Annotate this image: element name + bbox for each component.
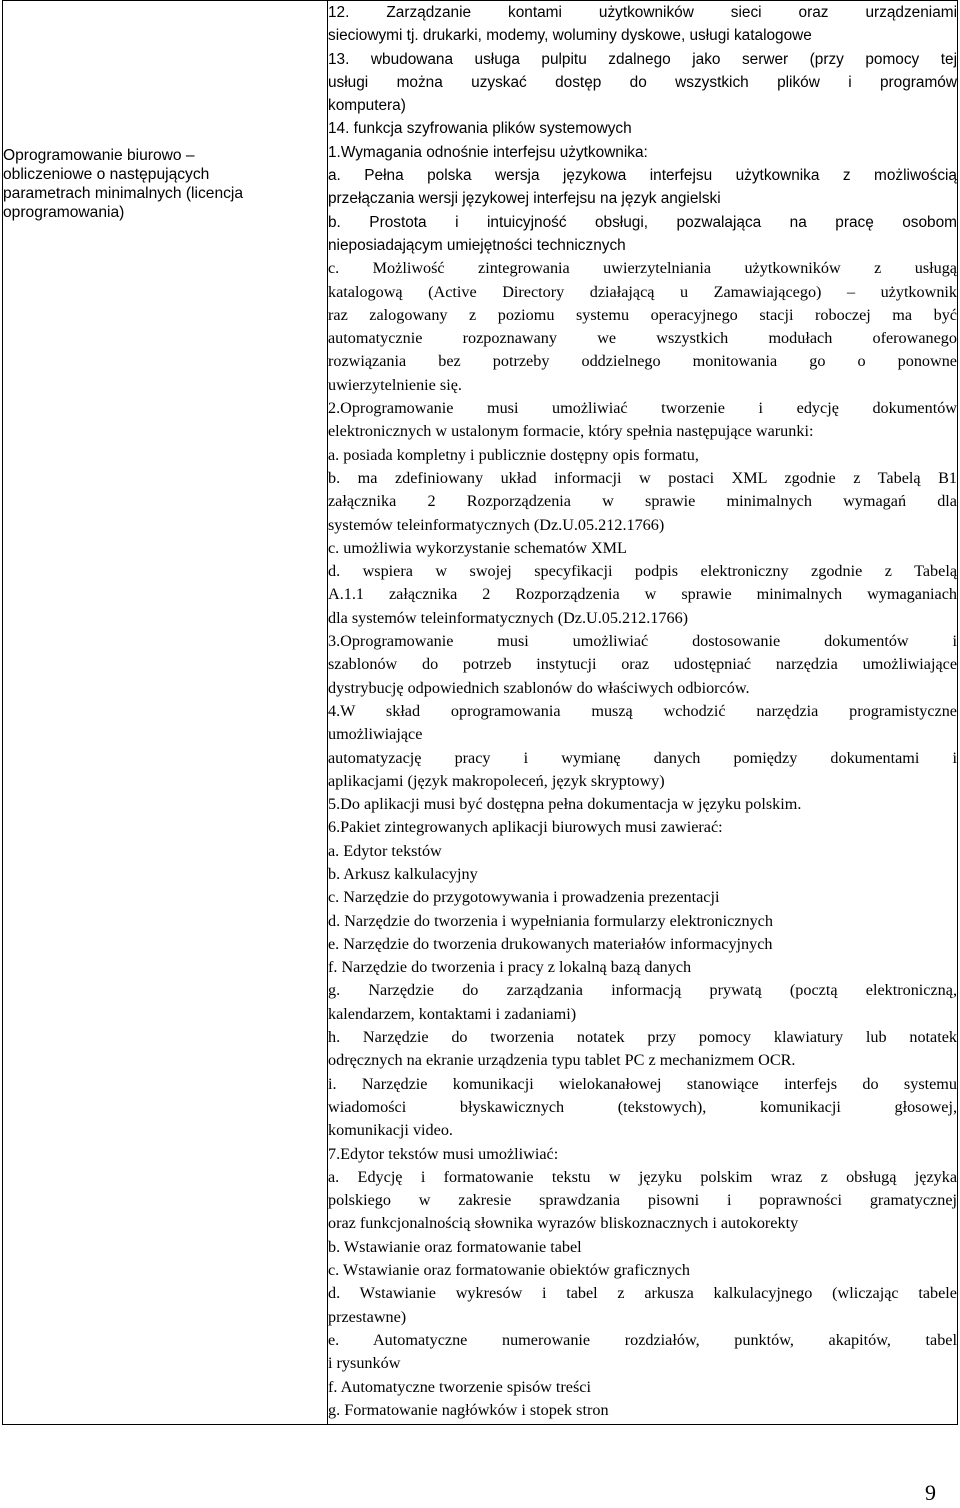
requirement-line: g. Formatowanie nagłówków i stopek stron [328, 1400, 609, 1419]
requirement-line: automatycznie rozpoznawany we wszystkich modułach oferowanego [328, 329, 957, 348]
category-label-line: parametrach minimalnych (licencja [3, 185, 244, 202]
requirement-line: 3.Oprogramowanie musi umożliwiać dostosowanie dokumentów i [328, 632, 957, 651]
category-label [3, 146, 327, 222]
requirement-line: usługi można uzyskać dostęp do wszystkich plików i programów [328, 73, 957, 91]
requirements-cell [328, 1, 958, 1425]
requirement-line: a. Edycję i formatowanie tekstu w języku polskim wraz z obsługą języka [328, 1167, 957, 1186]
requirement-line: b. Prostota i intuicyjność obsługi, pozwalająca na pracę osobom [328, 213, 957, 231]
category-label-line: obliczeniowe o następujących [3, 166, 210, 183]
requirement-line: polskiego w zakresie sprawdzania pisowni i poprawności gramatycznej [328, 1191, 957, 1210]
requirement-line: 2.Oprogramowanie musi umożliwiać tworzenie i edycję dokumentów [328, 399, 957, 418]
requirement-line: d. Wstawianie wykresów i tabel z arkusza kalkulacyjnego (wliczając tabele [328, 1284, 957, 1303]
requirement-line: odręcznych na ekranie urządzenia typu tablet PC z mechanizmem OCR. [328, 1051, 796, 1070]
requirement-line: 1.Wymagania odnośnie interfejsu użytkownika: [328, 143, 648, 161]
requirement-line: komunikacji video. [328, 1121, 453, 1140]
requirement-line: f. Narzędzie do tworzenia i pracy z lokalną bazą danych [328, 958, 692, 977]
requirement-line: a. Pełna polska wersja językowa interfejsu użytkownika z możliwością [328, 167, 957, 185]
requirement-line: b. Arkusz kalkulacyjny [328, 864, 478, 883]
requirement-line: nieposiadającym umiejętności technicznych [328, 236, 626, 254]
category-cell [3, 1, 328, 1425]
requirement-line: elektronicznych w ustalonym formacie, który spełnia następujące warunki: [328, 422, 814, 441]
table-row [3, 1, 958, 1425]
requirement-line: uwierzytelnienie się. [328, 375, 462, 394]
requirement-line: 5.Do aplikacji musi być dostępna pełna dokumentacja w języku polskim. [328, 795, 802, 814]
requirement-line: 14. funkcja szyfrowania plików systemowych [328, 120, 632, 138]
requirement-line: katalogową (Active Directory działającą u Zamawiającego) – użytkownik [328, 282, 957, 301]
requirement-line: dla systemów teleinformatycznych (Dz.U.05.212.1766) [328, 608, 689, 627]
requirement-line: aplikacjami (język makropoleceń, język skryptowy) [328, 771, 665, 790]
requirement-line: b. ma zdefiniowany układ informacji w postaci XML zgodnie z Tabelą B1 [328, 468, 957, 487]
requirement-line: a. posiada kompletny i publicznie dostępny opis formatu, [328, 445, 699, 464]
requirement-line: i rysunków [328, 1354, 401, 1373]
requirement-line: h. Narzędzie do tworzenia notatek przy pomocy klawiatury lub notatek [328, 1028, 957, 1047]
requirement-line: A.1.1 załącznika 2 Rozporządzenia w sprawie minimalnych wymaganiach [328, 585, 957, 604]
requirement-line: i. Narzędzie komunikacji wielokanałowej stanowiące interfejs do systemu [328, 1074, 957, 1093]
requirement-line: umożliwiające [328, 725, 423, 744]
category-label-line: oprogramowania) [3, 204, 125, 221]
requirements-text [328, 1, 957, 1422]
requirement-line: 4.W skład oprogramowania muszą wchodzić narzędzia programistyczne [328, 701, 957, 720]
requirement-line: załącznika 2 Rozporządzenia w sprawie minimalnych wymagań dla [328, 492, 957, 511]
requirement-line: 13. wbudowana usługa pulpitu zdalnego jako serwer (przy pomocy tej [328, 50, 957, 68]
requirement-line: raz zalogowany z poziomu systemu operacyjnego stacji roboczej ma być [328, 305, 957, 324]
requirement-line: e. Automatyczne numerowanie rozdziałów, punktów, akapitów, tabel [328, 1330, 957, 1349]
requirement-line: wiadomości błyskawicznych (tekstowych), komunikacji głosowej, [328, 1097, 957, 1116]
requirement-line: sieciowymi tj. drukarki, modemy, woluminy dyskowe, usługi katalogowe [328, 27, 812, 45]
requirement-line: c. Możliwość zintegrowania uwierzytelniania użytkowników z usługą [328, 259, 957, 278]
requirement-line: komputera) [328, 97, 406, 115]
requirement-line: automatyzację pracy i wymianę danych pomiędzy dokumentami i [328, 748, 957, 767]
requirement-line: 12. Zarządzanie kontami użytkowników sieci oraz urządzeniami [328, 4, 957, 21]
page-number: 9 [925, 1480, 936, 1505]
requirement-line: kalendarzem, kontaktami i zadaniami) [328, 1004, 577, 1023]
requirement-line: przestawne) [328, 1307, 407, 1326]
requirement-line: a. Edytor tekstów [328, 841, 442, 860]
requirement-line: rozwiązania bez potrzeby oddzielnego monitowania go o ponowne [328, 352, 957, 371]
requirement-line: 7.Edytor tekstów musi umożliwiać: [328, 1144, 559, 1163]
requirement-line: oraz funkcjonalnością słownika wyrazów bliskoznacznych i autokorekty [328, 1214, 799, 1233]
requirements-table [2, 0, 958, 1425]
requirement-line: c. Wstawianie oraz formatowanie obiektów graficznych [328, 1261, 690, 1280]
requirement-line: 6.Pakiet zintegrowanych aplikacji biurowych musi zawierać: [328, 818, 723, 837]
requirement-line: przełączania wersji językowej interfejsu na język angielski [328, 190, 721, 208]
requirement-line: szablonów do potrzeb instytucji oraz udostępniać narzędzia umożliwiające [328, 655, 957, 674]
requirement-line: g. Narzędzie do zarządzania informacją prywatą (pocztą elektroniczną, [328, 981, 957, 1000]
requirement-line: c. Narzędzie do przygotowywania i prowadzenia prezentacji [328, 888, 720, 907]
requirement-line: b. Wstawianie oraz formatowanie tabel [328, 1237, 582, 1256]
category-label-line: Oprogramowanie biurowo – [3, 147, 195, 164]
requirement-line: f. Automatyczne tworzenie spisów treści [328, 1377, 591, 1396]
requirement-line: e. Narzędzie do tworzenia drukowanych materiałów informacyjnych [328, 934, 773, 953]
requirement-line: d. wspiera w swojej specyfikacji podpis elektroniczny zgodnie z Tabelą [328, 562, 957, 581]
requirement-line: c. umożliwia wykorzystanie schematów XML [328, 538, 627, 557]
requirement-line: dystrybucję odpowiednich szablonów do właściwych odbiorców. [328, 678, 750, 697]
requirement-line: systemów teleinformatycznych (Dz.U.05.212.1766) [328, 515, 665, 534]
requirement-line: d. Narzędzie do tworzenia i wypełniania formularzy elektronicznych [328, 911, 773, 930]
